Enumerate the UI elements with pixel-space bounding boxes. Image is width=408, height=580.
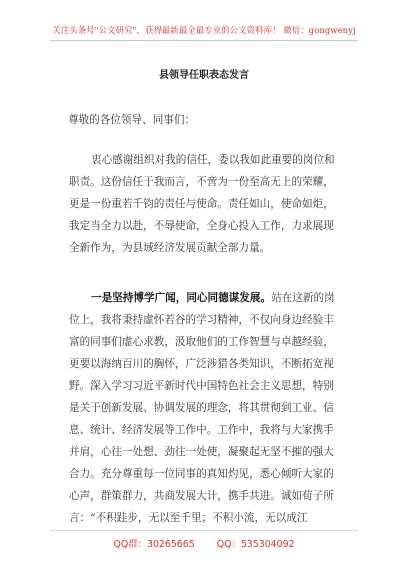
paragraph-2-line: 野。深入学习习近平新时代中国特色社会主义思想，特别: [69, 380, 334, 392]
paragraph-2-lead-rest: 站在这新的岗: [271, 292, 335, 304]
paragraph-2-line: 言：“不积跬步，无以至千里；不积小流，无以成江: [69, 512, 308, 524]
paragraph-2-line: 位上，我将秉持虚怀若谷的学习精神，不仅向身边经验丰: [69, 314, 334, 326]
footer-qq-group: QQ群：30265665: [113, 539, 195, 550]
paragraph-2-line: 更要以海纳百川的胸怀，广泛涉猎各类知识，不断拓宽视: [69, 358, 334, 370]
footer-contact: [0, 536, 408, 550]
footer-qq: QQ：535304092: [216, 539, 295, 550]
paragraph-2-line: 息、统计、经济发展等工作中。工作中，我将与大家携手: [69, 424, 334, 436]
paragraph-2-line: 并肩，心往一处想、劲往一处使，凝聚起无坚不摧的强大: [69, 446, 334, 458]
paragraph-2-line: 是关于创新发展、协调发展的理念，将其贯彻到工业、信: [69, 402, 334, 414]
paragraph-1-line: 全新作为，为县域经济发展贡献全部力量。: [69, 242, 271, 254]
paragraph-1: [69, 149, 345, 259]
paragraph-1-line: 职责。这份信任于我而言，不啻为一份至高无上的荣耀，: [69, 176, 334, 188]
paragraph-2-lead: 一是坚持博学广闻，同心同德谋发展。: [91, 292, 272, 304]
paragraph-2-line: 合力。充分尊重每一位同事的真知灼见，悉心倾听大家的: [69, 468, 334, 480]
footer-divider: [50, 530, 358, 531]
header-notice: 关注头条号"公文研究"，获得最新最全最专业的公文资料库！ 微信：gongwenyj: [52, 25, 356, 35]
paragraph-2-line: 富的同事们虚心求教，汲取他们的工作智慧与卓越经验，: [69, 336, 334, 348]
document-title: 县领导任职表态发言: [159, 70, 249, 81]
paragraph-1-line: 我定当全力以赴，不辱使命，全身心投入工作，力求展现: [69, 220, 334, 232]
paragraph-2-line: 心声，群策群力，共商发展大计，携手共进。诚如荀子所: [69, 490, 334, 502]
salutation: 尊敬的各位领导、同事们：: [68, 114, 196, 126]
paragraph-2-line: [69, 287, 345, 309]
paragraph-1-line: 更是一份重若千钧的责任与使命。责任如山，使命如炬，: [69, 198, 334, 210]
paragraph-1-line: 衷心感谢组织对我的信任，委以我如此重要的岗位和: [91, 154, 335, 166]
paragraph-2: [69, 287, 345, 529]
header-divider: [50, 40, 358, 41]
